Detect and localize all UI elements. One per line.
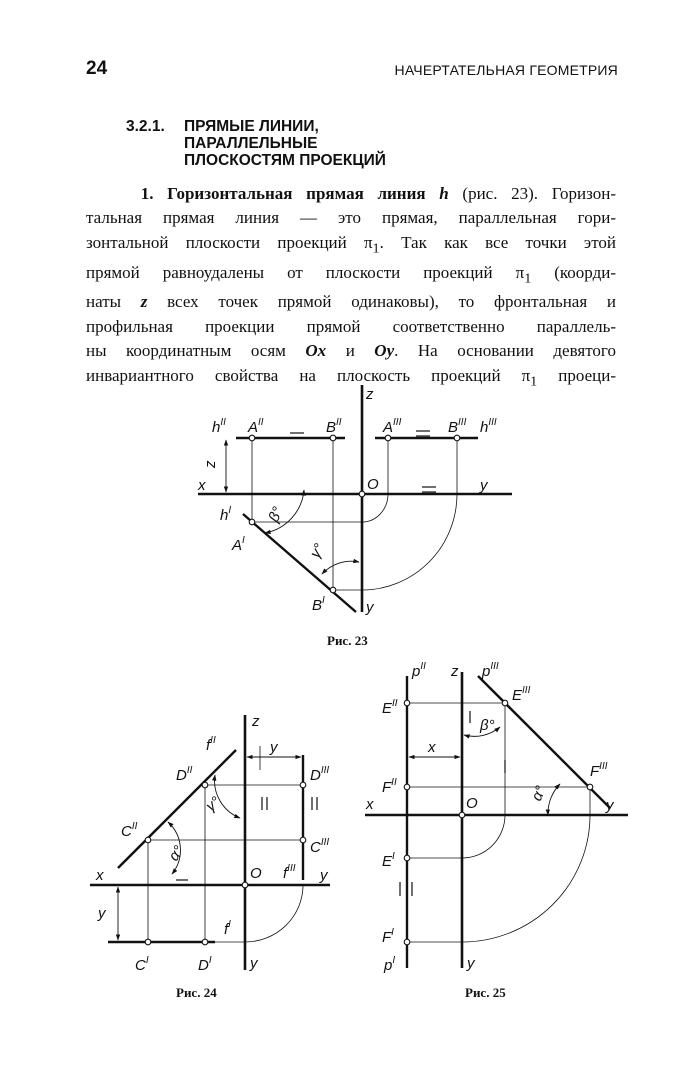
figure-23-labels [197,386,497,616]
math-variable: Oy [374,341,395,361]
figure-23-caption: Рис. 23 [327,633,368,648]
text-line: тальная прямая линия — это прямая, параллельная гори- [86,208,616,228]
label-e2: $E^{II}$ [382,698,398,717]
label-y-right: y [480,477,488,494]
math-variable: z [140,292,148,312]
label-y-right: y [320,867,328,884]
label-c2: $C^{II}$ [121,821,138,840]
section-number: 3.2.1. [126,118,165,135]
label-f1: $F^I$ [382,927,394,946]
label-h3: $h^{III}$ [480,417,497,436]
label-a3: $A^{III}$ [383,417,402,436]
label-beta: β° [480,717,495,734]
text-fragment: (коорди- [531,262,616,282]
label-gamma: γ° [306,540,329,561]
figure-24-labels [95,713,329,974]
figure-25-caption: Рис. 25 [465,985,506,1000]
label-alpha: α° [165,842,188,865]
label-b1: $B^I$ [312,595,325,614]
label-f3: $f^{III}$ [283,863,296,882]
term: Горизонтальная прямая линия [167,184,426,203]
label-y-right: y [606,797,614,814]
label-a1: $A^I$ [232,535,245,554]
label-dim-x: x [428,739,436,756]
label-f2: $f^{II}$ [206,735,216,754]
label-x: x [96,867,104,884]
label-f1: $f^I$ [224,919,231,938]
label-x: x [366,796,374,813]
text-fragment: всех точек прямой одинаковы), то фронтальная и [147,292,616,312]
figure-25-labels [365,661,615,974]
label-f2: $F^{II}$ [382,777,397,796]
figure-25 [365,672,628,968]
label-d3: $D^{III}$ [310,765,330,784]
section-title-line: ПРЯМЫЕ ЛИНИИ, [184,118,319,135]
label-dim-y-top: y [270,739,278,756]
term-symbol: h [439,184,449,203]
angle-alpha-arc [548,784,560,815]
text-line: профильная проекции прямой соответственно параллель- [86,316,616,336]
text-fragment: прямой равноудалены от плоскости проекций π [86,262,525,282]
label-p2: $p^{II}$ [412,661,426,680]
text-fragment: ны координатным осям [86,341,306,361]
text-fragment: проеци- [537,365,616,385]
label-origin: O [466,795,478,812]
section-title-line: ПЛОСКОСТЯМ ПРОЕКЦИЙ [184,152,386,169]
text-fragment: и [326,341,375,361]
label-z: z [451,663,459,680]
text-fragment: (рис. 23). Горизон- [462,184,617,203]
label-y-bottom: y [467,955,475,972]
label-f3: $F^{III}$ [590,761,608,780]
text-fragment: наты [86,292,141,312]
label-b2: $B^{II}$ [326,417,342,436]
label-z: z [252,713,260,730]
text-fragment: . На основании девятого [394,341,616,361]
subscript: 1 [524,270,532,286]
text-fragment: инвариантного свойства на плоскость проекций π [86,365,531,385]
text-fragment: зонтальной плоскости проекций π [86,232,373,252]
label-z: z [366,386,374,403]
item-number: 1. [140,184,154,203]
page-number: 24 [86,58,108,79]
label-h2: $h^{II}$ [212,417,226,436]
label-origin: O [250,865,262,882]
label-d1: $D^I$ [198,955,212,974]
label-b3: $B^{III}$ [448,417,467,436]
label-dim-z: z [202,460,219,468]
label-p3: $p^{III}$ [482,661,499,680]
label-gamma: γ° [202,793,224,816]
math-variable: Ox [305,341,327,361]
angle-gamma-arc [322,561,359,574]
label-c3: $C^{III}$ [310,837,330,856]
label-a2: $A^{II}$ [248,417,264,436]
angle-gamma-arc [215,775,240,818]
subscript: 1 [530,373,538,390]
label-x: x [198,477,206,494]
label-beta: β° [265,504,287,525]
label-origin: O [367,476,379,493]
section-title-line: ПАРАЛЛЕЛЬНЫЕ [184,135,318,152]
label-y-bottom: y [366,599,374,616]
label-c1: $C^I$ [135,955,149,974]
label-h1: $h^I$ [220,505,232,524]
label-p1: $p^I$ [384,955,396,974]
text-fragment: . Так как все точки этой [379,232,616,252]
label-d2: $D^{II}$ [176,765,193,784]
label-e1: $E^I$ [382,851,395,870]
label-e3: $E^{III}$ [512,685,531,704]
label-y-bottom: y [250,955,258,972]
label-alpha: α° [528,783,550,804]
figure-24-caption: Рис. 24 [176,985,217,1000]
subscript: 1 [372,240,380,257]
label-dim-y-left: y [98,905,106,922]
running-header-title: НАЧЕРТАТЕЛЬНАЯ ГЕОМЕТРИЯ [394,62,618,78]
